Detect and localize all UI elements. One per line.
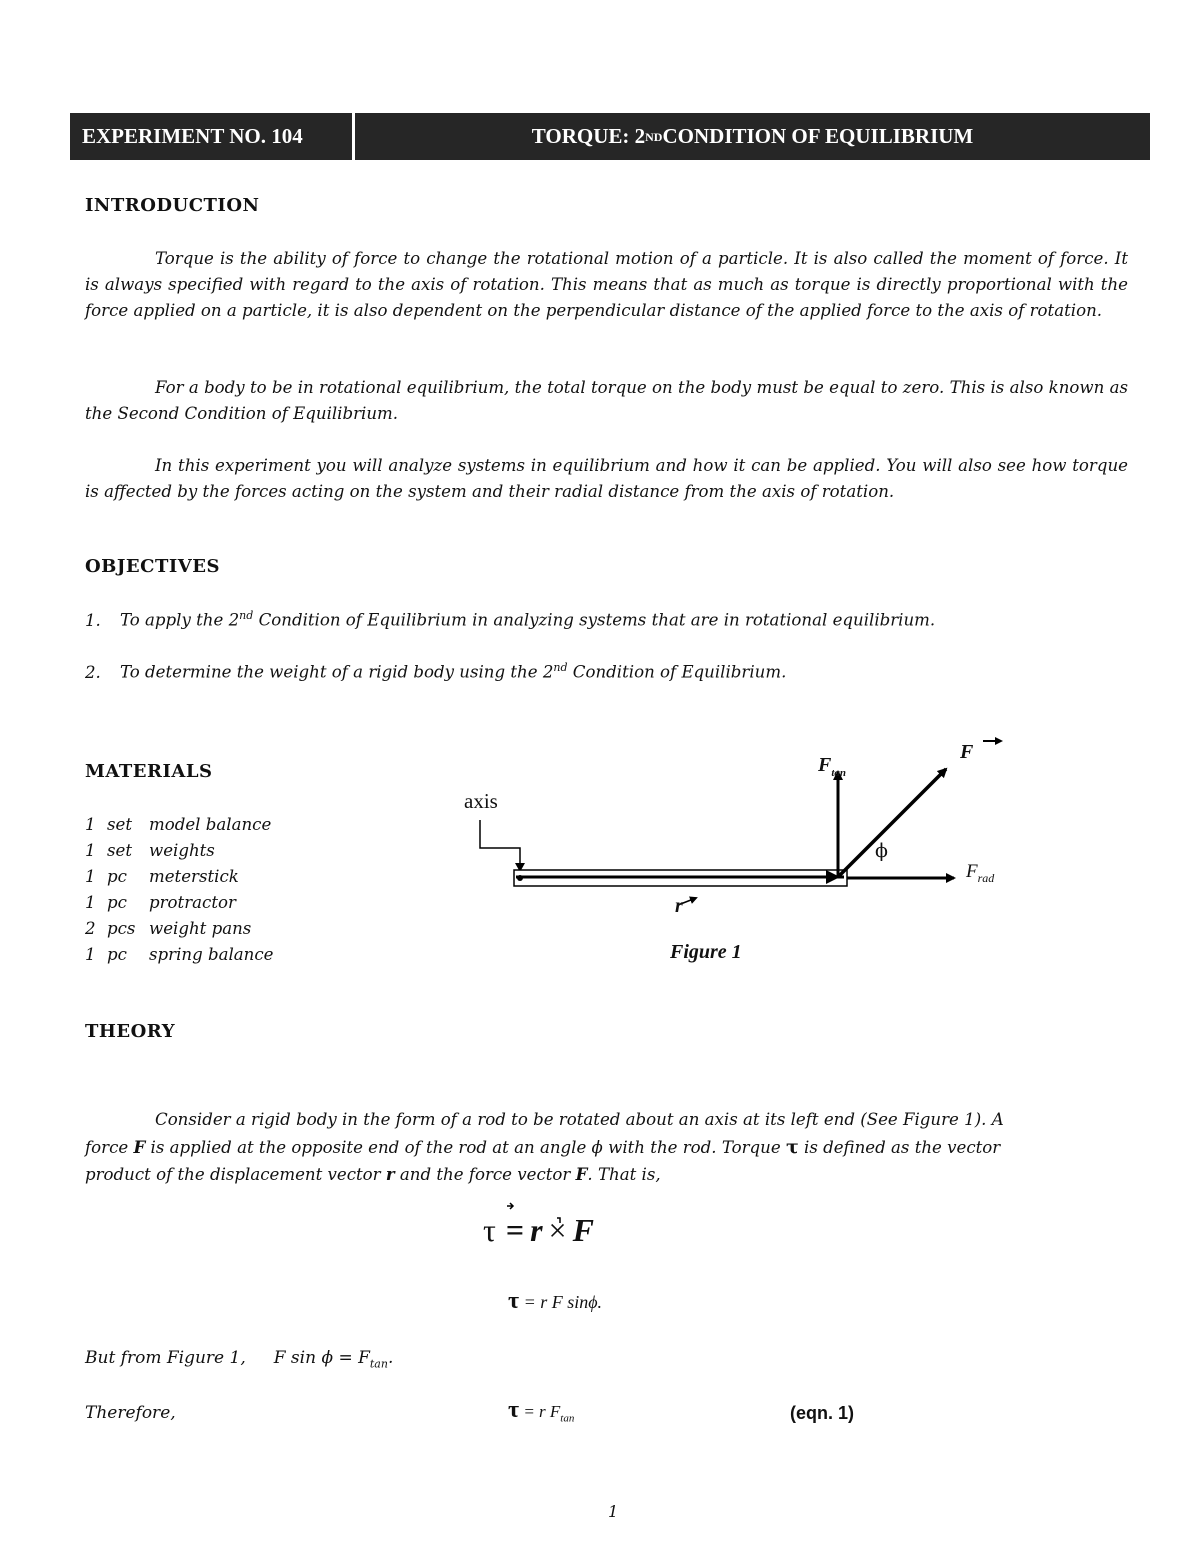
axis-pointer <box>480 820 520 868</box>
equation-vector-marks <box>500 1198 570 1228</box>
figure-1-diagram <box>440 720 1040 950</box>
r-label: r <box>675 895 683 917</box>
figure-caption: Figure 1 <box>670 941 742 963</box>
f-tan-label: $F_{tan}$ <box>818 754 847 779</box>
material-item: 1 pc protractor <box>85 893 236 912</box>
r-vector-mark <box>557 1218 560 1223</box>
material-item: 1 pc meterstick <box>85 867 239 886</box>
intro-paragraph-1: Torque is the ability of force to change the rotational motion of a particle. It is also called the moment of force. It is always specified with regard to the axis of rotation. This means that as much as torque is directly proportional with the force applied on a particle, it is also dependent on the perpendicular distance of the applied force to the axis of rotation. <box>85 249 1128 320</box>
experiment-title: TORQUE: 2 ND CONDITION OF EQUILIBRIUM <box>355 113 1150 160</box>
materials-heading: MATERIALS <box>85 761 213 782</box>
torque-magnitude-equation: τ = r F sinϕ. <box>508 1288 603 1314</box>
f-label: F <box>960 741 974 763</box>
objectives-heading: OBJECTIVES <box>85 556 220 577</box>
ftan-relation: But from Figure 1, F $\sin \phi = F_{tan}$. <box>85 1348 394 1371</box>
axis-label: axis <box>464 789 498 813</box>
intro-paragraph-2: For a body to be in rotational equilibrium, the total torque on the body must be equal to zero. This is also known as the Second Condition of Equilibrium. <box>85 378 1128 423</box>
therefore-label: Therefore, <box>85 1403 176 1423</box>
f-arrow <box>838 769 946 877</box>
material-item: 2 pcs weight pans <box>85 919 252 938</box>
materials-list <box>85 812 273 968</box>
intro-paragraph-3: In this experiment you will analyze systems in equilibrium and how it can be applied. You will also see how torque is affected by the forces acting on the system and their radial distance from the axis of rotation. <box>85 456 1128 501</box>
axis-pivot <box>517 875 523 881</box>
eqn-1-label: (eqn. 1) <box>790 1403 855 1423</box>
theory-heading: THEORY <box>85 1021 176 1042</box>
theory-paragraph: Consider a rigid body in the form of a rod to be rotated about an axis at its left end (See Figure 1). A force F is applied at the opposite end of the rod at an angle ϕ with the rod. Torque τ is defined as the vector product of the displacement vector r and the force vector F. That is, <box>85 1110 1004 1184</box>
torque-cross-product-equation: τ = r × F <box>483 1212 594 1248</box>
introduction-heading: INTRODUCTION <box>85 195 260 216</box>
material-item: 1 set weights <box>85 841 215 860</box>
objective-item: 2. To determine the weight of a rigid body using the 2nd Condition of Equilibrium. <box>85 661 787 682</box>
tau-vector-mark <box>507 1203 513 1209</box>
f-rad-label: $F_{rad}$ <box>966 861 995 885</box>
page-number: 1 <box>608 1502 619 1521</box>
objective-item: 1. To apply the 2nd Condition of Equilibrium in analyzing systems that are in rotational equilibrium. <box>85 609 936 630</box>
experiment-number: EXPERIMENT NO. 104 <box>70 113 352 160</box>
material-item: 1 pc spring balance <box>85 945 274 964</box>
eqn-1: τ = r $F_{tan}$ <box>508 1397 575 1425</box>
phi-label: ϕ <box>875 840 888 862</box>
material-item: 1 set model balance <box>85 815 272 834</box>
